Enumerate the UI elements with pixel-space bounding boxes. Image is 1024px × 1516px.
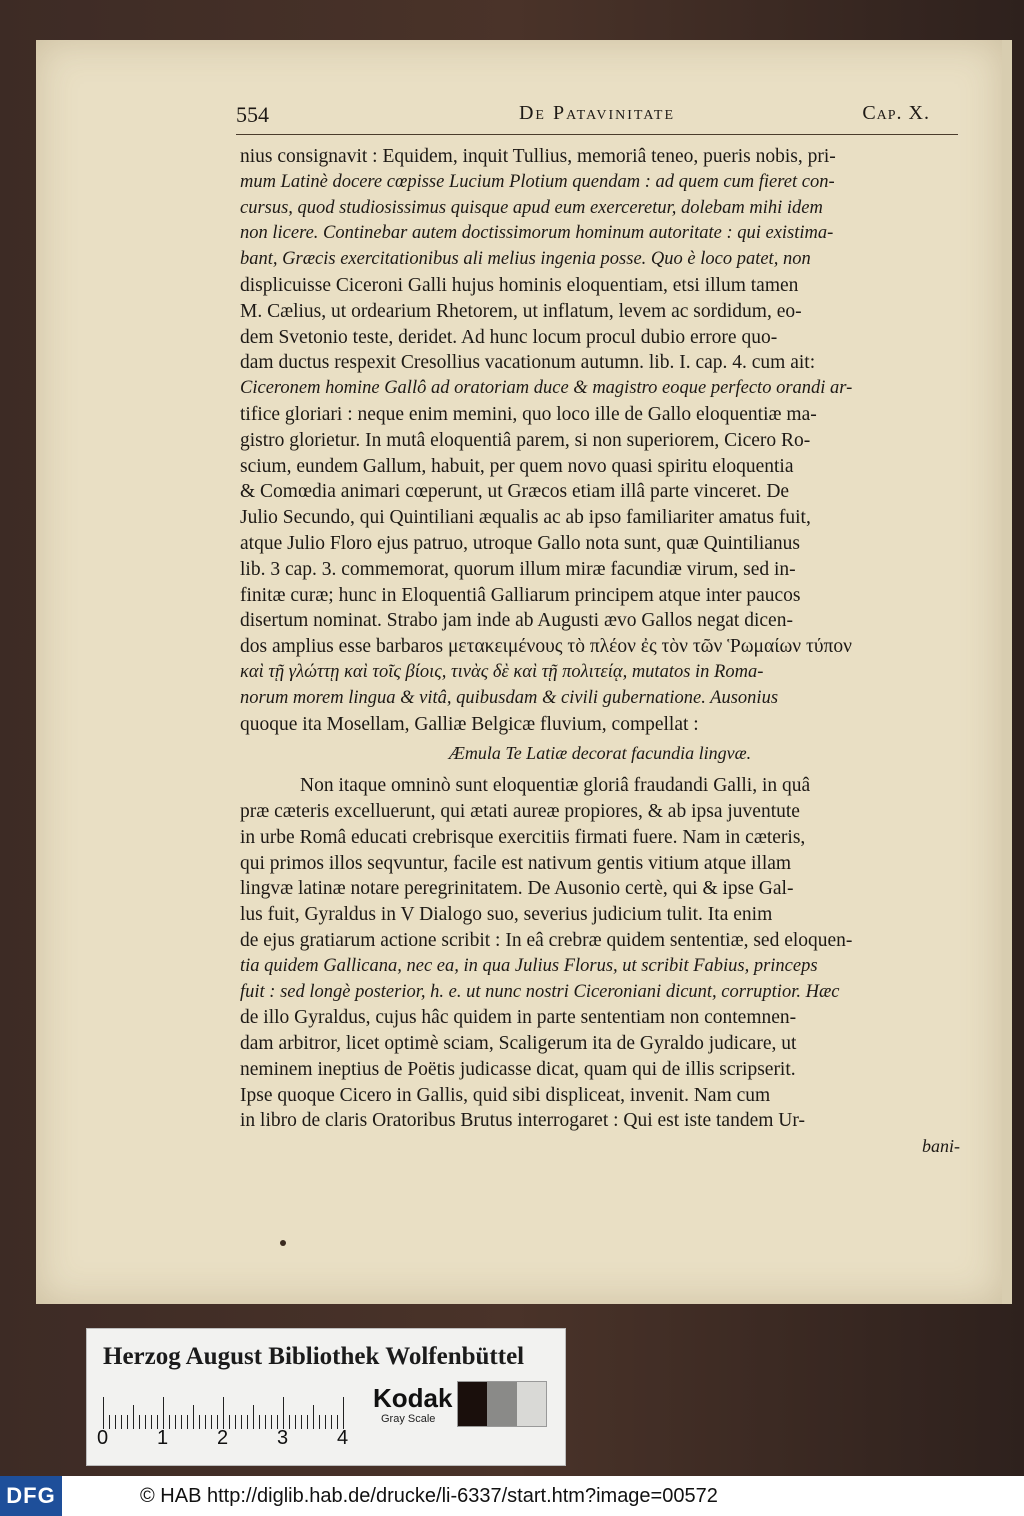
dfg-logo: DFG: [0, 1476, 62, 1516]
credit-line: © HAB http://diglib.hab.de/drucke/li-6337/start.htm?image=00572: [140, 1485, 718, 1507]
text-line: dem Svetonio teste, deridet. Ad hunc locum procul dubio errore quo-: [240, 326, 778, 348]
text-line: lus fuit, Gyraldus in V Dialogo suo, severius judicium tulit. Ita enim: [240, 904, 773, 926]
ruler-numbers: [97, 1427, 357, 1451]
text-line: lingvæ latinæ notare peregrinitatem. De Ausonio certè, qui & ipse Gal-: [240, 878, 794, 900]
ruler-tick: [343, 1397, 344, 1429]
ruler-number: 3: [277, 1427, 289, 1449]
ruler-tick: [133, 1405, 134, 1429]
text-line: mum Latinè docere cœpisse Lucium Plotium quendam : ad quem cum fieret con-: [240, 171, 835, 192]
ruler-tick: [103, 1397, 104, 1429]
text-line: de ejus gratiarum actione scribit : In eâ crebræ quidem sententiæ, sed eloquen-: [240, 929, 853, 951]
ruler-tick: [193, 1405, 194, 1429]
ruler-number: 0: [97, 1427, 109, 1449]
text-line: καὶ τῇ γλώττῃ καὶ τοῖς βίοις, τινὰς δὲ καὶ τῇ πολιτείᾳ, mutatos in Roma-: [240, 661, 764, 682]
text-line: Non itaque omninò sunt eloquentiæ gloriâ fraudandi Galli, in quâ: [300, 775, 811, 797]
ruler-tick: [223, 1397, 224, 1429]
text-line: qui primos illos seqvuntur, facile est nativum gentis vitium atque illam: [240, 852, 792, 874]
text-line: lib. 3 cap. 3. commemorat, quorum illum miræ facundiæ virum, sed in-: [240, 558, 796, 580]
library-label-card: [86, 1328, 566, 1466]
ruler-tick: [253, 1405, 254, 1429]
ruler-tick: [313, 1405, 314, 1429]
ruler-number: 1: [157, 1427, 169, 1449]
text-line: tifice gloriari : neque enim memini, quo loco ille de Gallo eloquentiæ ma-: [240, 403, 817, 425]
text-line: scium, eundem Gallum, habuit, per quem novo quasi spiritu eloquentia: [240, 455, 794, 477]
text-line: de illo Gyraldus, cujus hâc quidem in parte sententiam non contemnen-: [240, 1007, 797, 1029]
text-line: Æmula Te Latiæ decorat facundia lingvæ.: [448, 743, 752, 764]
ruler-number: 2: [217, 1427, 229, 1449]
text-line: dam ductus respexit Cresollius vacationum autumn. lib. I. cap. 4. cum ait:: [240, 352, 816, 374]
text-line: displicuisse Ciceroni Galli hujus hominis eloquentiam, etsi illum tamen: [240, 274, 799, 296]
gray-swatch: [487, 1382, 516, 1426]
text-line: neminem ineptius de Poëtis judicasse dicat, quam qui de illis scripserit.: [240, 1058, 796, 1080]
text-line: non licere. Continebar autem doctissimorum hominum autoritate : qui existima-: [240, 223, 834, 244]
ruler-tick: [283, 1397, 284, 1429]
text-line: finitæ curæ; hunc in Eloquentiâ Galliarum principem atque inter paucos: [240, 584, 801, 606]
text-line: tia quidem Gallicana, nec ea, in qua Julius Florus, ut scribit Fabius, princeps: [240, 955, 818, 976]
text-line: Julio Secundo, qui Quintiliani æqualis ac ab ipso familiariter amatus fuit,: [240, 507, 811, 529]
footer-bar: [0, 1476, 1024, 1516]
gray-scale-label: Gray Scale: [381, 1413, 436, 1425]
running-head: [236, 102, 958, 135]
text-line: quoque ita Mosellam, Galliæ Belgicæ fluvium, compellat :: [240, 713, 699, 735]
gray-scale-swatches: [457, 1381, 547, 1427]
chapter-label: Cap. X.: [862, 102, 930, 124]
library-name: Herzog August Bibliothek Wolfenbüttel: [103, 1343, 525, 1370]
text-line: nius consignavit : Equidem, inquit Tullius, memoriâ teneo, pueris nobis, pri-: [240, 146, 836, 167]
page-number: 554: [236, 102, 269, 127]
text-line: Ciceronem homine Gallô ad oratoriam duce & magistro eoque perfecto orandi ar-: [240, 378, 853, 399]
gray-swatch: [517, 1382, 546, 1426]
kodak-logo: Kodak: [373, 1383, 453, 1413]
ruler-tick: [163, 1397, 164, 1429]
text-line: atque Julio Floro ejus patruo, utroque Gallo nota sunt, quæ Quintilianus: [240, 532, 801, 554]
running-title: De Patavinitate: [518, 102, 676, 124]
text-line: in libro de claris Oratoribus Brutus interrogaret : Qui est iste tandem Ur-: [240, 1110, 805, 1132]
text-line: bani-: [922, 1136, 960, 1157]
text-line: norum morem lingua & vitâ, quibusdam & civili gubernatione. Ausonius: [240, 687, 779, 708]
scale-ruler: [103, 1389, 347, 1429]
text-line: dam arbitror, licet optimè sciam, Scaligerum ita de Gyraldo judicare, ut: [240, 1033, 797, 1055]
text-line: bant, Græcis exercitationibus ali melius ingenia posse. Quo è loco patet, non: [240, 249, 811, 270]
text-line: fuit : sed longè posterior, h. e. ut nunc nostri Ciceroniani dicunt, corruptior. Hæc: [240, 981, 840, 1002]
page-edge: [1002, 40, 1012, 1304]
ruler-number: 4: [337, 1427, 349, 1449]
body-text: [240, 144, 960, 1160]
text-line: cursus, quod studiosissimus quisque apud eum exerceretur, dolebam mihi idem: [240, 197, 823, 218]
text-line: dos amplius esse barbaros μετακειμένους τὸ πλέον ἐς τὸν τῶν Ῥωμαίων τύπον: [240, 636, 852, 658]
text-line: in urbe Româ educati crebrisque exercitiis firmati fuere. Nam in cæteris,: [240, 826, 806, 848]
text-line: Ipse quoque Cicero in Gallis, quid sibi displiceat, invenit. Nam cum: [240, 1084, 771, 1106]
text-line: disertum nominat. Strabo jam inde ab Augusti ævo Gallos negat dicen-: [240, 610, 793, 632]
text-line: & Comœdia animari cœperunt, ut Græcos etiam illâ parte vinceret. De: [240, 481, 790, 503]
ink-spot: [280, 1240, 286, 1246]
text-line: præ cæteris excelluerunt, qui ætati aureæ propiores, & ab ipsa juventute: [240, 800, 800, 822]
text-line: gistro glorietur. In mutâ eloquentiâ parem, si non superiorem, Cicero Ro-: [240, 429, 811, 451]
text-line: M. Cælius, ut ordearium Rhetorem, ut inflatum, levem ac sordidum, eo-: [240, 300, 802, 322]
gray-swatch: [458, 1382, 487, 1426]
